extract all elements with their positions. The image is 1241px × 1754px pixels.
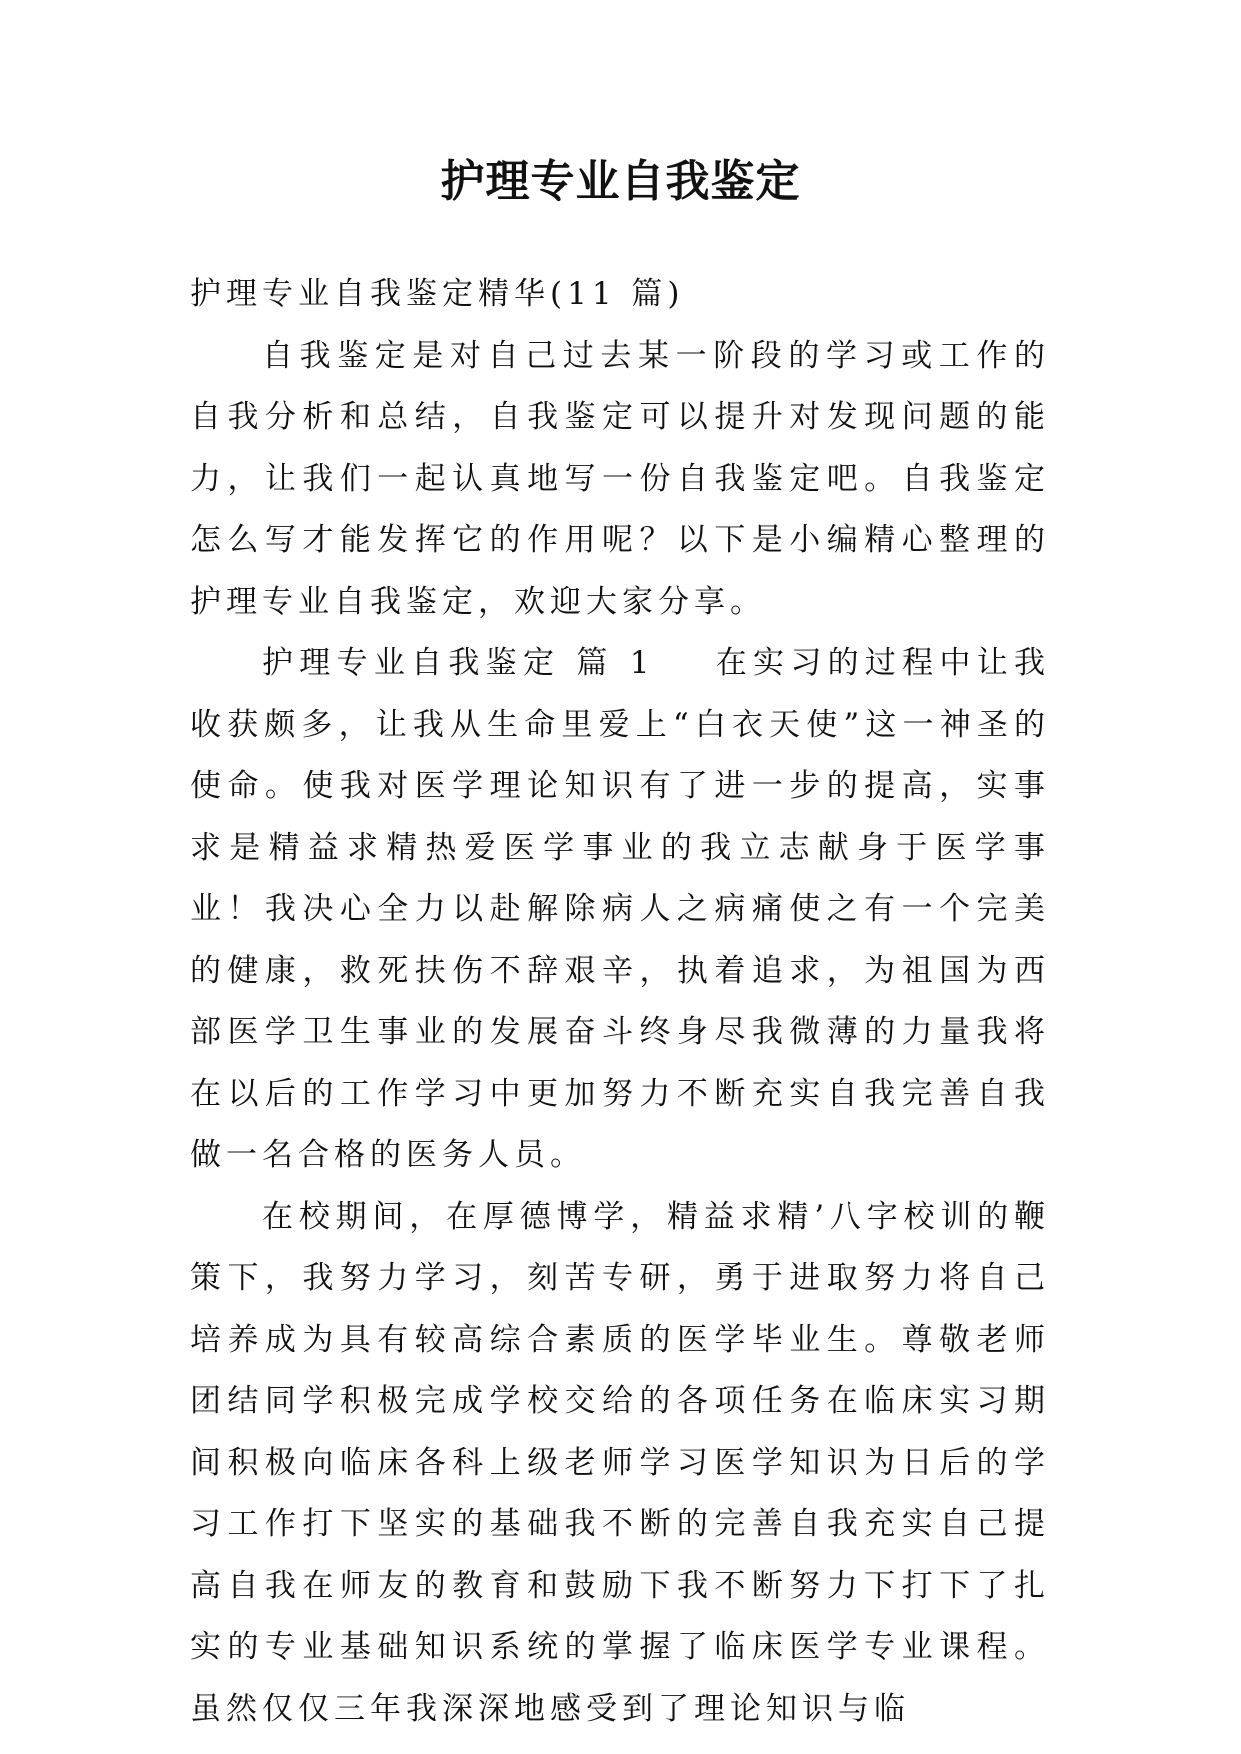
document-body <box>190 264 1050 1740</box>
document-title: 护理专业自我鉴定 <box>440 156 801 207</box>
section-1-text: 在实习的过程中让我收获颇多，让我从生命里爱上“白衣天使”这一神圣的使命。使我对医学理论知识有了进一步的提高，实事求是精益求精热爱医学事业的我立志献身于医学事业！我决心全力以赴解除病人之病痛使之有一个完美的健康，救死扶伤不辞艰辛，执着追求，为祖国为西部医学卫生事业的发展奋斗终身尽我微薄的力量我将在以后的工作学习中更加努力不断充实自我完善自我做一名合格的医务人员。 <box>190 645 1051 1173</box>
paragraph-2: 在校期间，在厚德博学，精益求精’八字校训的鞭策下，我努力学习，刻苦专研，勇于进取努力将自己培养成为具有较高综合素质的医学毕业生。尊敬老师团结同学积极完成学校交给的各项任务在临床实习期间积极向临床各科上级老师学习医学知识为日后的学习工作打下坚实的基础我不断的完善自我充实自己提高自我在师友的教育和鼓励下我不断努力下打下了扎实的专业基础知识系统的掌握了临床医学专业课程。虽然仅仅三年我深深地感受到了理论知识与临 <box>190 1198 1050 1727</box>
section-1-heading: 护理专业自我鉴定 篇 1 <box>262 645 655 681</box>
section-1-paragraph <box>190 633 1050 1187</box>
intro-paragraph: 自我鉴定是对自己过去某一阶段的学习或工作的自我分析和总结，自我鉴定可以提升对发现问题的能力，让我们一起认真地写一份自我鉴定吧。自我鉴定怎么写才能发挥它的作用呢？以下是小编精心整理的护理专业自我鉴定，欢迎大家分享。 <box>190 337 1050 620</box>
document-subtitle: 护理专业自我鉴定精华(11 篇) <box>190 276 685 312</box>
